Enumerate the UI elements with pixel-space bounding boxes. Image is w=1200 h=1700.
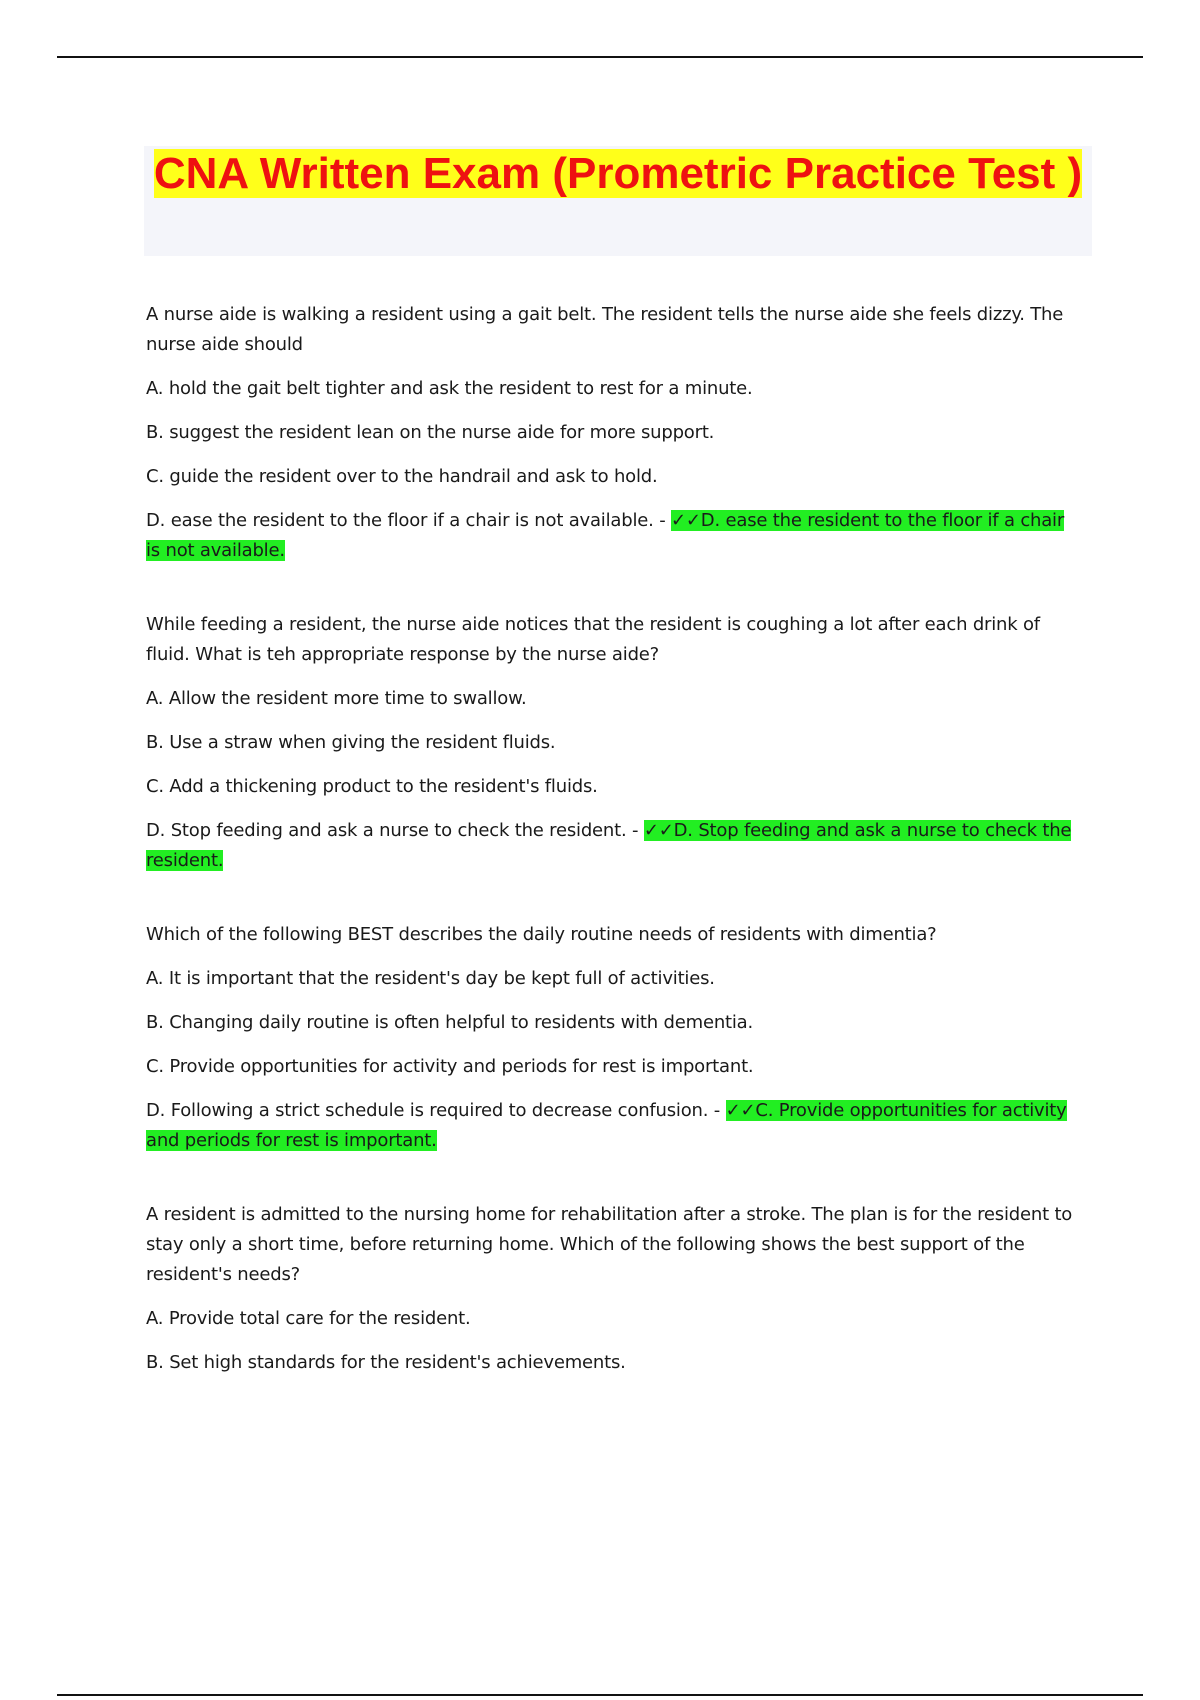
question-3 xyxy=(146,920,1081,1156)
document-title: CNA Written Exam (Prometric Practice Test ) xyxy=(153,149,1083,198)
option-a: A. hold the gait belt tighter and ask the resident to rest for a minute. xyxy=(146,378,753,399)
question-list xyxy=(146,300,1081,1378)
bottom-rule xyxy=(57,1694,1143,1696)
option-a: A. It is important that the resident's day be kept full of activities. xyxy=(146,968,715,989)
question-2 xyxy=(146,610,1081,876)
title-panel xyxy=(144,146,1092,256)
option-d xyxy=(146,816,1081,876)
option-d xyxy=(146,1096,1081,1156)
option-d-text: D. Stop feeding and ask a nurse to check the resident. - xyxy=(146,820,644,841)
answer-highlight: ✓✓D. ease the resident to the floor if a chair is not available. xyxy=(146,510,1065,561)
option-b: B. Changing daily routine is often helpful to residents with dementia. xyxy=(146,1012,754,1033)
option-d-text: D. ease the resident to the floor if a chair is not available. - xyxy=(146,510,672,531)
answer-highlight: ✓✓D. Stop feeding and ask a nurse to check the resident. xyxy=(146,820,1072,871)
question-text: A resident is admitted to the nursing home for rehabilitation after a stroke. The plan is for the resident to stay only a short time, before returning home. Which of the following shows the best support of the resident's needs? xyxy=(146,1204,1073,1285)
option-c: C. guide the resident over to the handrail and ask to hold. xyxy=(146,466,658,487)
option-c: C. Add a thickening product to the resident's fluids. xyxy=(146,776,598,797)
option-a: A. Allow the resident more time to swallow. xyxy=(146,688,527,709)
question-text: While feeding a resident, the nurse aide notices that the resident is coughing a lot after each drink of fluid. What is teh appropriate response by the nurse aide? xyxy=(146,614,1040,665)
option-c: C. Provide opportunities for activity and periods for rest is important. xyxy=(146,1056,754,1077)
option-a: A. Provide total care for the resident. xyxy=(146,1308,471,1329)
answer-highlight: ✓✓C. Provide opportunities for activity and periods for rest is important. xyxy=(146,1100,1067,1151)
top-rule xyxy=(57,56,1143,58)
option-d-text: D. Following a strict schedule is required to decrease confusion. - xyxy=(146,1100,726,1121)
option-b: B. suggest the resident lean on the nurse aide for more support. xyxy=(146,422,715,443)
option-b: B. Use a straw when giving the resident fluids. xyxy=(146,732,556,753)
option-d xyxy=(146,506,1081,566)
option-b: B. Set high standards for the resident's achievements. xyxy=(146,1352,626,1373)
question-1 xyxy=(146,300,1081,566)
question-4 xyxy=(146,1200,1081,1378)
question-text: A nurse aide is walking a resident using a gait belt. The resident tells the nurse aide she feels dizzy. The nurse aide should xyxy=(146,304,1064,355)
question-text: Which of the following BEST describes the daily routine needs of residents with dimentia? xyxy=(146,924,937,945)
